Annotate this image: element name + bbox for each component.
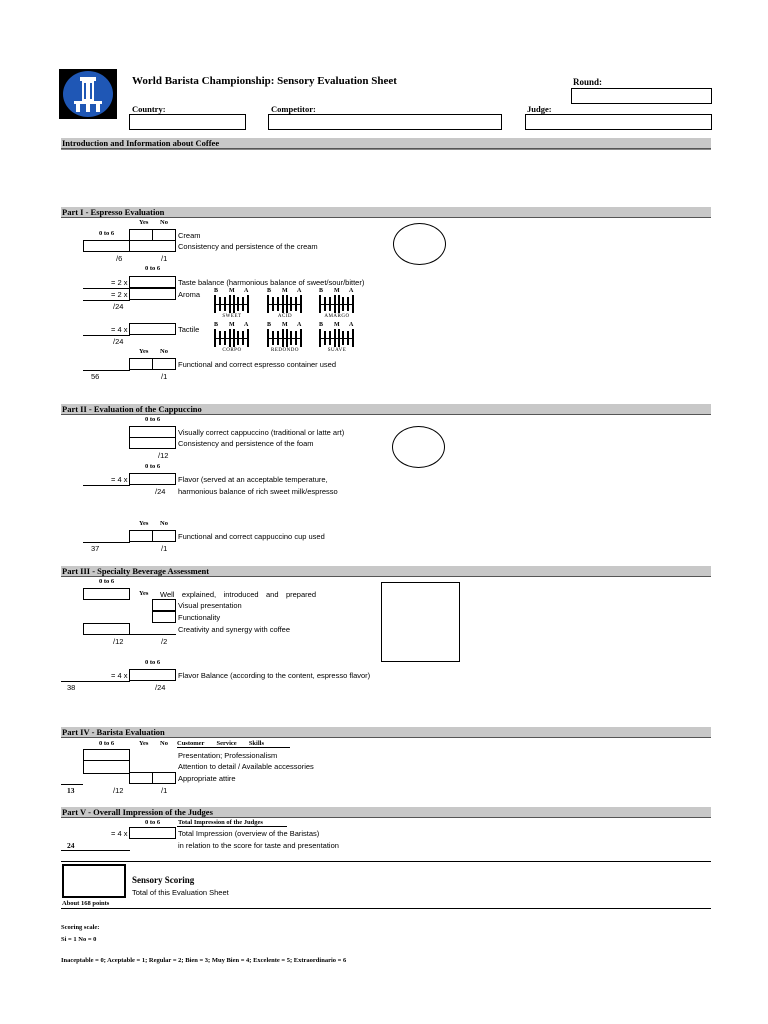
round-input[interactable]	[571, 88, 712, 104]
p3-score24: /24	[155, 683, 166, 692]
p5-range-label: 0 to 6	[145, 819, 161, 826]
si-no-scale: Si = 1 No = 0	[61, 936, 97, 943]
part3-title: Part III - Specialty Beverage Assessment	[62, 566, 210, 576]
scale-a-label: A	[244, 322, 249, 328]
part3-section-bar	[61, 566, 711, 577]
relation-label: in relation to the score for taste and presentation	[178, 841, 339, 850]
p3-flavor-score-box[interactable]	[129, 669, 176, 681]
country-input[interactable]	[129, 114, 246, 130]
p3-total: 38	[67, 683, 76, 692]
cup-label: Functional and correct cappuccino cup used	[178, 532, 325, 541]
visual-presentation-box[interactable]	[152, 599, 176, 611]
aroma-label: Aroma	[178, 290, 201, 299]
score-legend: Inaceptable = 0; Aceptable = 1; Regular = 2; Bien = 3; Muy Bien = 4; Excelente = 5; Extraordinario = 6	[61, 957, 347, 964]
cup-no-box[interactable]	[152, 530, 176, 542]
functionality-box[interactable]	[152, 611, 176, 623]
customer-underline	[177, 747, 290, 748]
scale-baseline	[319, 338, 354, 339]
foam-score-box[interactable]	[129, 437, 176, 449]
scale-a-label: A	[349, 288, 354, 294]
p3-flavor-label: Flavor Balance (according to the content, espresso flavor)	[178, 671, 371, 680]
p1-score1b: /1	[161, 372, 168, 381]
container-yes-box[interactable]	[129, 358, 153, 370]
attention-label: Attention to detail / Available accessories	[178, 762, 314, 771]
scale-m-label: M	[282, 322, 288, 328]
p2-range1-label: 0 to 6	[145, 416, 161, 423]
scale-title: Scoring scale:	[61, 924, 100, 931]
p3-score12: /12	[113, 637, 124, 646]
logo-circle	[63, 71, 113, 117]
scale-baseline	[267, 304, 302, 305]
scale-baseline	[214, 338, 249, 339]
barista-trophy-icon	[63, 71, 113, 117]
cream-label: Cream	[178, 231, 201, 240]
p4-score12: /12	[113, 786, 124, 795]
acid-scale[interactable]	[265, 288, 305, 324]
p1-score6: /6	[116, 254, 123, 263]
specialty-photo-box	[381, 582, 460, 662]
p5-total: 24	[67, 841, 75, 850]
part2-section-bar	[61, 404, 711, 415]
taste-score-box[interactable]	[129, 276, 176, 288]
creativity-score-box[interactable]	[83, 623, 130, 635]
p1-no2-label: No	[160, 348, 168, 355]
flavor-label-1: Flavor (served at an acceptable temperature,	[178, 475, 328, 484]
scale-b-label: B	[319, 322, 324, 328]
part5-title: Part V - Overall Impression of the Judges	[62, 807, 213, 817]
corpo-scale[interactable]	[212, 322, 252, 358]
p4-yes-label: Yes	[139, 740, 149, 747]
p2-score1: /1	[161, 544, 168, 553]
p3-yes-label: Yes	[139, 590, 149, 597]
scale-b-label: B	[267, 322, 272, 328]
p1-score24a: /24	[113, 302, 124, 311]
attention-score-box[interactable]	[83, 760, 130, 774]
suave-scale[interactable]	[317, 322, 357, 358]
p4-range-label: 0 to 6	[99, 740, 115, 747]
creativity-underline	[129, 634, 176, 635]
p4-no-label: No	[160, 740, 168, 747]
part1-section-bar	[61, 207, 711, 218]
aroma-score-box[interactable]	[129, 288, 176, 300]
scale-m-label: M	[229, 322, 235, 328]
scale-baseline	[214, 304, 249, 305]
p1-no-label: No	[160, 219, 168, 226]
about-points: About 168 points	[62, 900, 110, 907]
p3-flavor-underline	[61, 681, 130, 682]
scale-a-label: A	[349, 322, 354, 328]
scale-b-label: B	[214, 288, 219, 294]
scale-b-label: B	[214, 322, 219, 328]
p3-range1-label: 0 to 6	[99, 578, 115, 585]
p4-score1: /1	[161, 786, 168, 795]
total-impression-label: Total Impression (overview of the Baristas)	[178, 829, 320, 838]
taste-mult-label: = 2 x	[111, 278, 128, 287]
page-title: World Barista Championship: Sensory Evaluation Sheet	[132, 75, 397, 87]
scale-name-label: SUAVE	[327, 348, 347, 353]
tactile-mult-label: = 4 x	[111, 325, 128, 334]
p1-score1: /1	[161, 254, 168, 263]
scale-b-label: B	[319, 288, 324, 294]
sensory-top-rule	[61, 861, 711, 862]
flavor-underline	[83, 485, 130, 486]
container-no-box[interactable]	[152, 358, 176, 370]
amargo-scale[interactable]	[317, 288, 357, 324]
container-label: Functional and correct espresso container used	[178, 360, 337, 369]
espresso-cup-circle	[393, 223, 446, 265]
scale-a-label: A	[297, 288, 302, 294]
cup-underline	[83, 542, 130, 543]
scale-m-label: M	[334, 288, 340, 294]
well-explained-label: Well explained, introduced and prepared	[160, 590, 316, 599]
intro-section-bar	[61, 138, 711, 149]
scale-name-label: SWEET	[222, 314, 242, 319]
part2-title: Part II - Evaluation of the Cappuccino	[62, 404, 202, 414]
cup-yes-box[interactable]	[129, 530, 153, 542]
p1-total: 56	[91, 372, 100, 381]
total-impression-heading: Total Impression of the Judges	[178, 819, 263, 826]
p1-score24b: /24	[113, 337, 124, 346]
p2-score12: /12	[158, 451, 169, 460]
part1-title: Part I - Espresso Evaluation	[62, 207, 165, 217]
p5-underline	[61, 850, 130, 851]
p3-score2: /2	[161, 637, 168, 646]
flavor-score-box[interactable]	[129, 473, 176, 485]
flavor-label-2: harmonious balance of rich sweet milk/espresso	[178, 487, 338, 496]
country-label: Country:	[132, 104, 166, 114]
flavor-mult-label: = 4 x	[111, 475, 128, 484]
scale-name-label: CORPO	[222, 348, 242, 353]
aroma-mult-label: = 2 x	[111, 290, 128, 299]
attire-yes-box[interactable]	[129, 772, 153, 784]
scale-a-label: A	[244, 288, 249, 294]
judge-input[interactable]	[525, 114, 712, 130]
part4-title: Part IV - Barista Evaluation	[62, 727, 165, 737]
part5-section-bar	[61, 807, 711, 818]
visual-label: Visually correct cappuccino (traditional or latte art)	[178, 428, 345, 437]
tactile-score-box[interactable]	[129, 323, 176, 335]
intro-divider	[61, 149, 711, 150]
scale-name-label: AMARGO	[324, 314, 350, 319]
cappuccino-cup-circle	[392, 426, 445, 468]
attire-label: Appropriate attire	[178, 774, 236, 783]
total-impression-box[interactable]	[129, 827, 176, 839]
redondo-scale[interactable]	[265, 322, 305, 358]
consistency-score-box[interactable]	[83, 240, 130, 252]
scale-m-label: M	[334, 322, 340, 328]
attire-no-box[interactable]	[152, 772, 176, 784]
presentation-label: Presentation; Professionalism	[178, 751, 278, 760]
scale-b-label: B	[267, 288, 272, 294]
p4-underline	[61, 784, 83, 785]
p3-range2-label: 0 to 6	[145, 659, 161, 666]
p5-mult-label: = 4 x	[111, 829, 128, 838]
foam-label: Consistency and persistence of the foam	[178, 439, 314, 448]
scale-m-label: M	[282, 288, 288, 294]
sweet-scale[interactable]	[212, 288, 252, 324]
competitor-label: Competitor:	[271, 104, 316, 114]
p1-range2-label: 0 to 6	[145, 265, 161, 272]
tactile-label: Tactile	[178, 325, 200, 334]
container-underline	[83, 370, 130, 371]
creativity-label: Creativity and synergy with coffee	[178, 625, 290, 634]
p1-range-label: 0 to 6	[99, 230, 115, 237]
taste-underline	[83, 288, 130, 289]
competitor-input[interactable]	[268, 114, 502, 130]
p2-no-label: No	[160, 520, 168, 527]
p1-yes2-label: Yes	[139, 348, 149, 355]
part4-section-bar	[61, 727, 711, 738]
scale-baseline	[267, 338, 302, 339]
sensory-title: Sensory Scoring	[132, 875, 195, 885]
p1-yes-label: Yes	[139, 219, 149, 226]
visual-presentation-label: Visual presentation	[178, 601, 242, 610]
sensory-subtitle: Total of this Evaluation Sheet	[132, 888, 229, 897]
scale-a-label: A	[297, 322, 302, 328]
functionality-label: Functionality	[178, 613, 221, 622]
scale-baseline	[319, 304, 354, 305]
p2-score24: /24	[155, 487, 166, 496]
tactile-underline	[83, 335, 130, 336]
round-label: Round:	[573, 77, 603, 87]
sensory-total-box[interactable]	[62, 864, 126, 898]
judge-label: Judge:	[527, 104, 552, 114]
consistency-label: Consistency and persistence of the cream	[178, 242, 318, 251]
customer-service-label: Customer Service Skills	[177, 740, 264, 747]
sensory-bottom-rule	[61, 908, 711, 909]
wbc-logo	[59, 69, 117, 119]
scale-m-label: M	[229, 288, 235, 294]
p2-range2-label: 0 to 6	[145, 463, 161, 470]
p2-total: 37	[91, 544, 100, 553]
p2-yes-label: Yes	[139, 520, 149, 527]
scale-name-label: REDONDO	[271, 348, 299, 353]
p3-flavor-mult-label: = 4 x	[111, 671, 128, 680]
consistency-check-box[interactable]	[129, 240, 176, 252]
scale-name-label: ACID	[277, 314, 293, 319]
taste-label: Taste balance (harmonious balance of sweet/sour/bitter)	[178, 278, 365, 287]
total-impression-underline	[177, 826, 287, 827]
p4-total: 13	[67, 786, 75, 795]
aroma-underline	[83, 300, 130, 301]
intro-title: Introduction and Information about Coffee	[62, 138, 220, 148]
well-explained-score-box[interactable]	[83, 588, 130, 600]
